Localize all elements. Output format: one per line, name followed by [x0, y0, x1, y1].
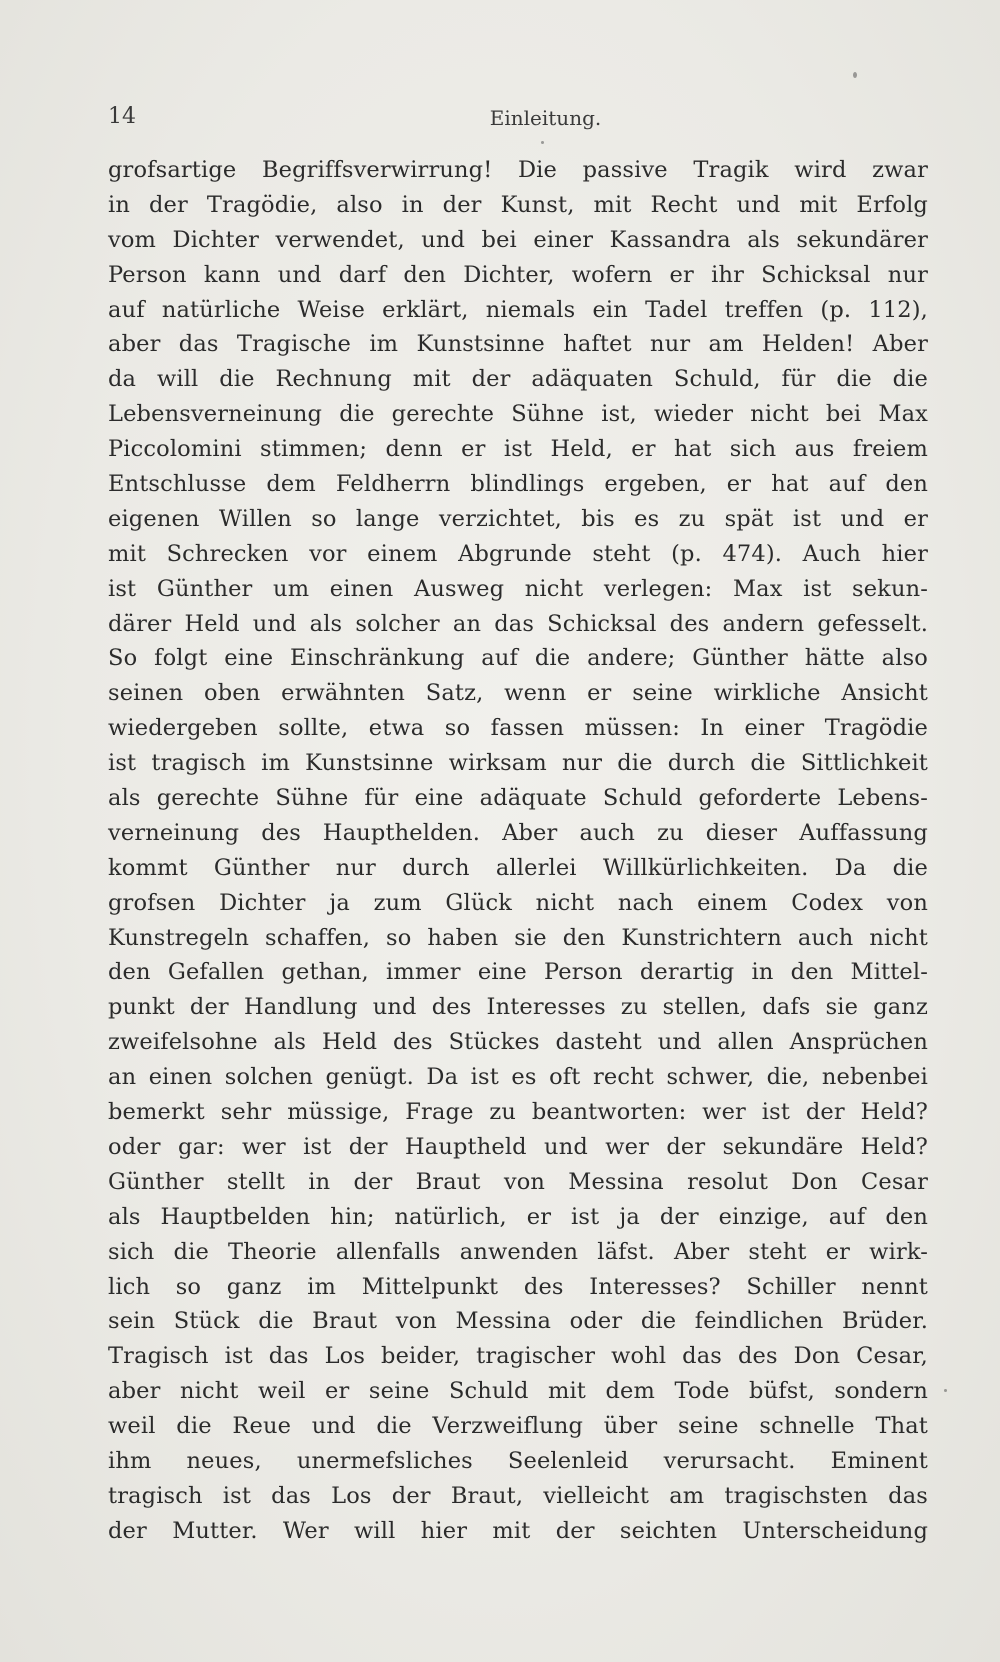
- text-line: grofsen Dichter ja zum Glück nicht nach einem Codex von: [108, 889, 928, 916]
- text-line: Person kann und darf den Dichter, wofern er ihr Schicksal nur: [108, 261, 928, 288]
- text-line: bemerkt sehr müssige, Frage zu beantworten: wer ist der Held?: [108, 1099, 928, 1126]
- text-line: sein Stück die Braut von Messina oder die feindlichen Brüder.: [108, 1308, 928, 1335]
- text-line: ist Günther um einen Ausweg nicht verlegen: Max ist sekun-: [108, 575, 928, 602]
- text-line: seinen oben erwähnten Satz, wenn er seine wirkliche Ansicht: [108, 680, 928, 707]
- text-line: oder gar: wer ist der Hauptheld und wer der sekundäre Held?: [108, 1133, 928, 1160]
- ink-speck: [853, 72, 857, 78]
- text-line: vom Dichter verwendet, und bei einer Kassandra als sekundärer: [108, 226, 928, 253]
- text-line: den Gefallen gethan, immer eine Person derartig in den Mittel-: [108, 959, 928, 986]
- text-line: verneinung des Haupthelden. Aber auch zu dieser Auffassung: [108, 819, 928, 846]
- ink-speck: [541, 141, 544, 144]
- text-line: der Mutter. Wer will hier mit der seichten Unterscheidung: [108, 1517, 928, 1544]
- text-line: tragisch ist das Los der Braut, vielleicht am tragischsten das: [108, 1482, 928, 1509]
- text-line: da will die Rechnung mit der adäquaten Schuld, für die die: [108, 366, 928, 393]
- text-line: an einen solchen genügt. Da ist es oft recht schwer, die, nebenbei: [108, 1064, 928, 1091]
- text-line: wiedergeben sollte, etwa so fassen müssen: In einer Tragödie: [108, 715, 928, 742]
- text-line: auf natürliche Weise erklärt, niemals ein Tadel treffen (p. 112),: [108, 296, 928, 323]
- text-line: aber nicht weil er seine Schuld mit dem Tode büfst, sondern: [108, 1378, 928, 1405]
- text-line: lich so ganz im Mittelpunkt des Interesses? Schiller nennt: [108, 1273, 928, 1300]
- text-line: därer Held und als solcher an das Schicksal des andern gefesselt.: [108, 610, 928, 637]
- body-text: [108, 153, 928, 1549]
- text-line: als gerechte Sühne für eine adäquate Schuld geforderte Lebens-: [108, 785, 928, 812]
- text-line: als Hauptbelden hin; natürlich, er ist ja der einzige, auf den: [108, 1203, 928, 1230]
- text-line: Günther stellt in der Braut von Messina resolut Don Cesar: [108, 1168, 928, 1195]
- text-line: eigenen Willen so lange verzichtet, bis es zu spät ist und er: [108, 505, 928, 532]
- text-line: Lebensverneinung die gerechte Sühne ist, wieder nicht bei Max: [108, 401, 928, 428]
- text-line: grofsartige Begriffsverwirrung! Die passive Tragik wird zwar: [108, 157, 928, 183]
- text-line: weil die Reue und die Verzweiflung über seine schnelle That: [108, 1413, 928, 1440]
- text-line: kommt Günther nur durch allerlei Willkürlichkeiten. Da die: [108, 854, 928, 881]
- page-number: 14: [108, 104, 136, 129]
- text-line: punkt der Handlung und des Interesses zu stellen, dafs sie ganz: [108, 994, 928, 1021]
- text-line: Entschlusse dem Feldherrn blindlings ergeben, er hat auf den: [108, 471, 928, 498]
- text-line: Tragisch ist das Los beider, tragischer wohl das des Don Cesar,: [108, 1343, 928, 1370]
- text-line: sich die Theorie allenfalls anwenden läfst. Aber steht er wirk-: [108, 1238, 928, 1265]
- text-line: in der Tragödie, also in der Kunst, mit Recht und mit Erfolg: [108, 191, 928, 218]
- text-line: mit Schrecken vor einem Abgrunde steht (p. 474). Auch hier: [108, 540, 928, 567]
- text-line: aber das Tragische im Kunstsinne haftet nur am Helden! Aber: [108, 331, 928, 358]
- text-line: So folgt eine Einschränkung auf die andere; Günther hätte also: [108, 645, 928, 672]
- running-head: Einleitung.: [489, 106, 602, 130]
- text-line: ist tragisch im Kunstsinne wirksam nur die durch die Sittlichkeit: [108, 750, 928, 777]
- text-line: ihm neues, unermefsliches Seelenleid verursacht. Eminent: [108, 1447, 928, 1474]
- text-line: Kunstregeln schaffen, so haben sie den Kunstrichtern auch nicht: [108, 924, 928, 951]
- text-line: Piccolomini stimmen; denn er ist Held, er hat sich aus freiem: [108, 436, 928, 463]
- text-line: zweifelsohne als Held des Stückes dasteht und allen Ansprüchen: [108, 1029, 928, 1056]
- ink-speck: [944, 1389, 947, 1392]
- page-header: [108, 104, 923, 138]
